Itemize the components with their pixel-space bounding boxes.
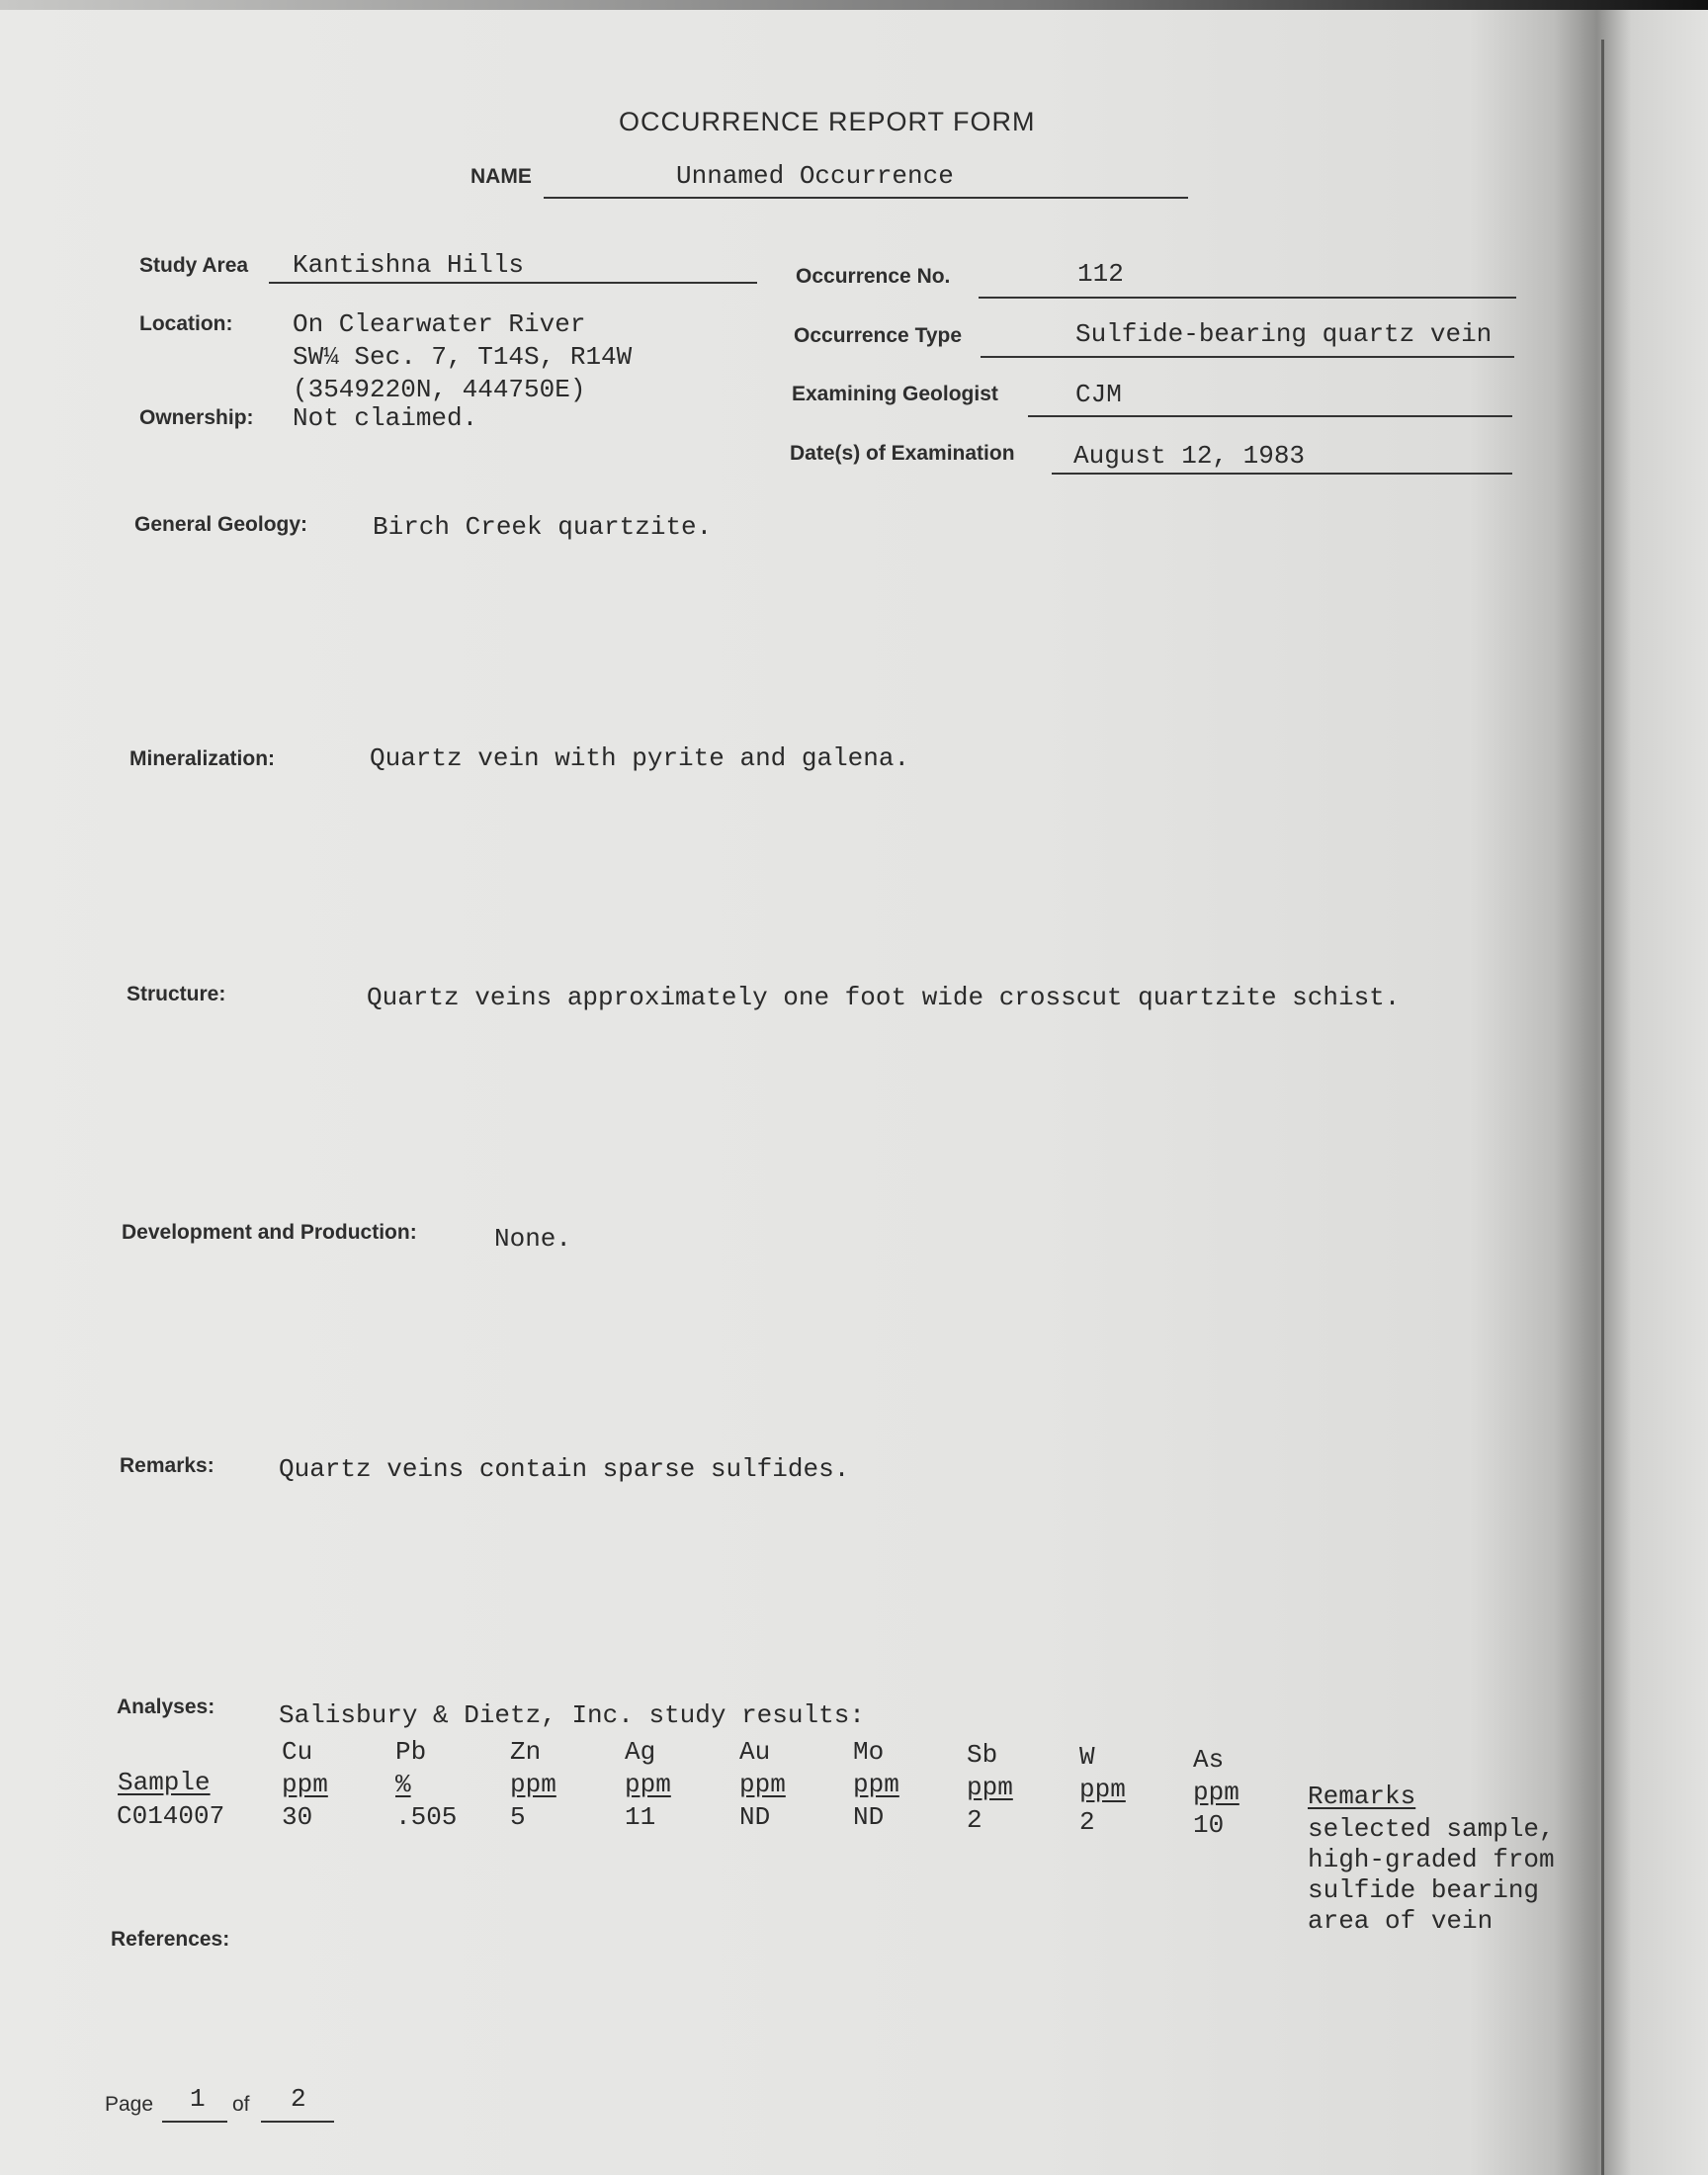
occurrence-type-underline (981, 356, 1514, 358)
col-value-sb: 2 (967, 1805, 982, 1835)
study-area-label: Study Area (139, 254, 249, 277)
remarks-label: Remarks: (120, 1454, 214, 1477)
col-unit-pb: % (395, 1770, 411, 1799)
page-number: 1 (190, 2084, 206, 2114)
of-label: of (232, 2093, 250, 2116)
references-label: References: (111, 1928, 230, 1951)
study-area-value: Kantishna Hills (293, 250, 525, 280)
col-value-cu: 30 (282, 1802, 313, 1832)
remarks-line-1: selected sample, (1308, 1814, 1555, 1844)
geologist-value: CJM (1075, 380, 1122, 409)
analyses-source: Salisbury & Dietz, Inc. study results: (279, 1700, 865, 1730)
location-line-2: SW¼ Sec. 7, T14S, R14W (293, 342, 633, 372)
remarks-line-3: sulfide bearing (1308, 1875, 1540, 1905)
col-element-pb: Pb (395, 1737, 427, 1767)
col-unit-au: ppm (739, 1770, 786, 1799)
geologist-underline (1028, 415, 1512, 417)
col-element-au: Au (739, 1737, 771, 1767)
occurrence-no-value: 112 (1077, 259, 1124, 289)
name-value: Unnamed Occurrence (676, 161, 954, 191)
col-unit-cu: ppm (282, 1770, 328, 1799)
col-element-as: As (1193, 1745, 1225, 1775)
name-underline (544, 197, 1188, 199)
structure-value: Quartz veins approximately one foot wide crosscut quartzite schist. (367, 983, 1401, 1012)
occurrence-no-underline (979, 297, 1516, 299)
col-value-pb: .505 (395, 1802, 458, 1832)
exam-date-value: August 12, 1983 (1073, 441, 1306, 471)
col-value-zn: 5 (510, 1802, 526, 1832)
col-unit-as: ppm (1193, 1778, 1239, 1807)
form-title: OCCURRENCE REPORT FORM (619, 107, 1036, 136)
mineralization-value: Quartz vein with pyrite and galena. (370, 743, 910, 773)
exam-date-underline (1052, 473, 1512, 475)
remarks-value: Quartz veins contain sparse sulfides. (279, 1454, 850, 1484)
sample-id: C014007 (117, 1801, 225, 1831)
remarks-header: Remarks (1308, 1782, 1416, 1811)
col-unit-zn: ppm (510, 1770, 556, 1799)
col-value-au: ND (739, 1802, 771, 1832)
page-number-underline (162, 2121, 227, 2123)
general-geology-value: Birch Creek quartzite. (373, 512, 713, 542)
analyses-label: Analyses: (117, 1696, 215, 1718)
col-unit-ag: ppm (625, 1770, 671, 1799)
col-unit-sb: ppm (967, 1773, 1013, 1802)
mineralization-label: Mineralization: (129, 747, 276, 770)
page-total: 2 (291, 2084, 306, 2114)
development-label: Development and Production: (122, 1221, 417, 1244)
exam-date-label: Date(s) of Examination (790, 442, 1015, 465)
location-label: Location: (139, 312, 233, 335)
col-value-mo: ND (853, 1802, 885, 1832)
col-element-sb: Sb (967, 1740, 998, 1770)
sample-header: Sample (118, 1768, 211, 1797)
ownership-value: Not claimed. (293, 403, 478, 433)
col-unit-w: ppm (1079, 1775, 1126, 1804)
col-element-zn: Zn (510, 1737, 542, 1767)
general-geology-label: General Geology: (134, 513, 308, 536)
development-value: None. (494, 1224, 572, 1254)
location-line-1: On Clearwater River (293, 309, 586, 339)
remarks-line-4: area of vein (1308, 1906, 1494, 1936)
page-label: Page (105, 2093, 154, 2116)
geologist-label: Examining Geologist (792, 383, 998, 405)
col-element-w: W (1079, 1742, 1095, 1772)
page-total-underline (261, 2121, 334, 2123)
page-fold-edge (1601, 40, 1604, 2175)
occurrence-no-label: Occurrence No. (796, 265, 951, 288)
scan-shadow-band (0, 0, 1708, 10)
col-value-as: 10 (1193, 1810, 1225, 1840)
location-line-3: (3549220N, 444750E) (293, 375, 586, 404)
col-element-ag: Ag (625, 1737, 656, 1767)
col-unit-mo: ppm (853, 1770, 899, 1799)
name-label: NAME (470, 165, 532, 188)
structure-label: Structure: (127, 983, 226, 1005)
col-element-cu: Cu (282, 1737, 313, 1767)
col-value-w: 2 (1079, 1807, 1095, 1837)
remarks-line-2: high-graded from (1308, 1845, 1555, 1874)
col-element-mo: Mo (853, 1737, 885, 1767)
col-value-ag: 11 (625, 1802, 656, 1832)
study-area-underline (269, 282, 757, 284)
ownership-label: Ownership: (139, 406, 254, 429)
occurrence-type-value: Sulfide-bearing quartz vein (1075, 319, 1493, 349)
occurrence-type-label: Occurrence Type (794, 324, 963, 347)
